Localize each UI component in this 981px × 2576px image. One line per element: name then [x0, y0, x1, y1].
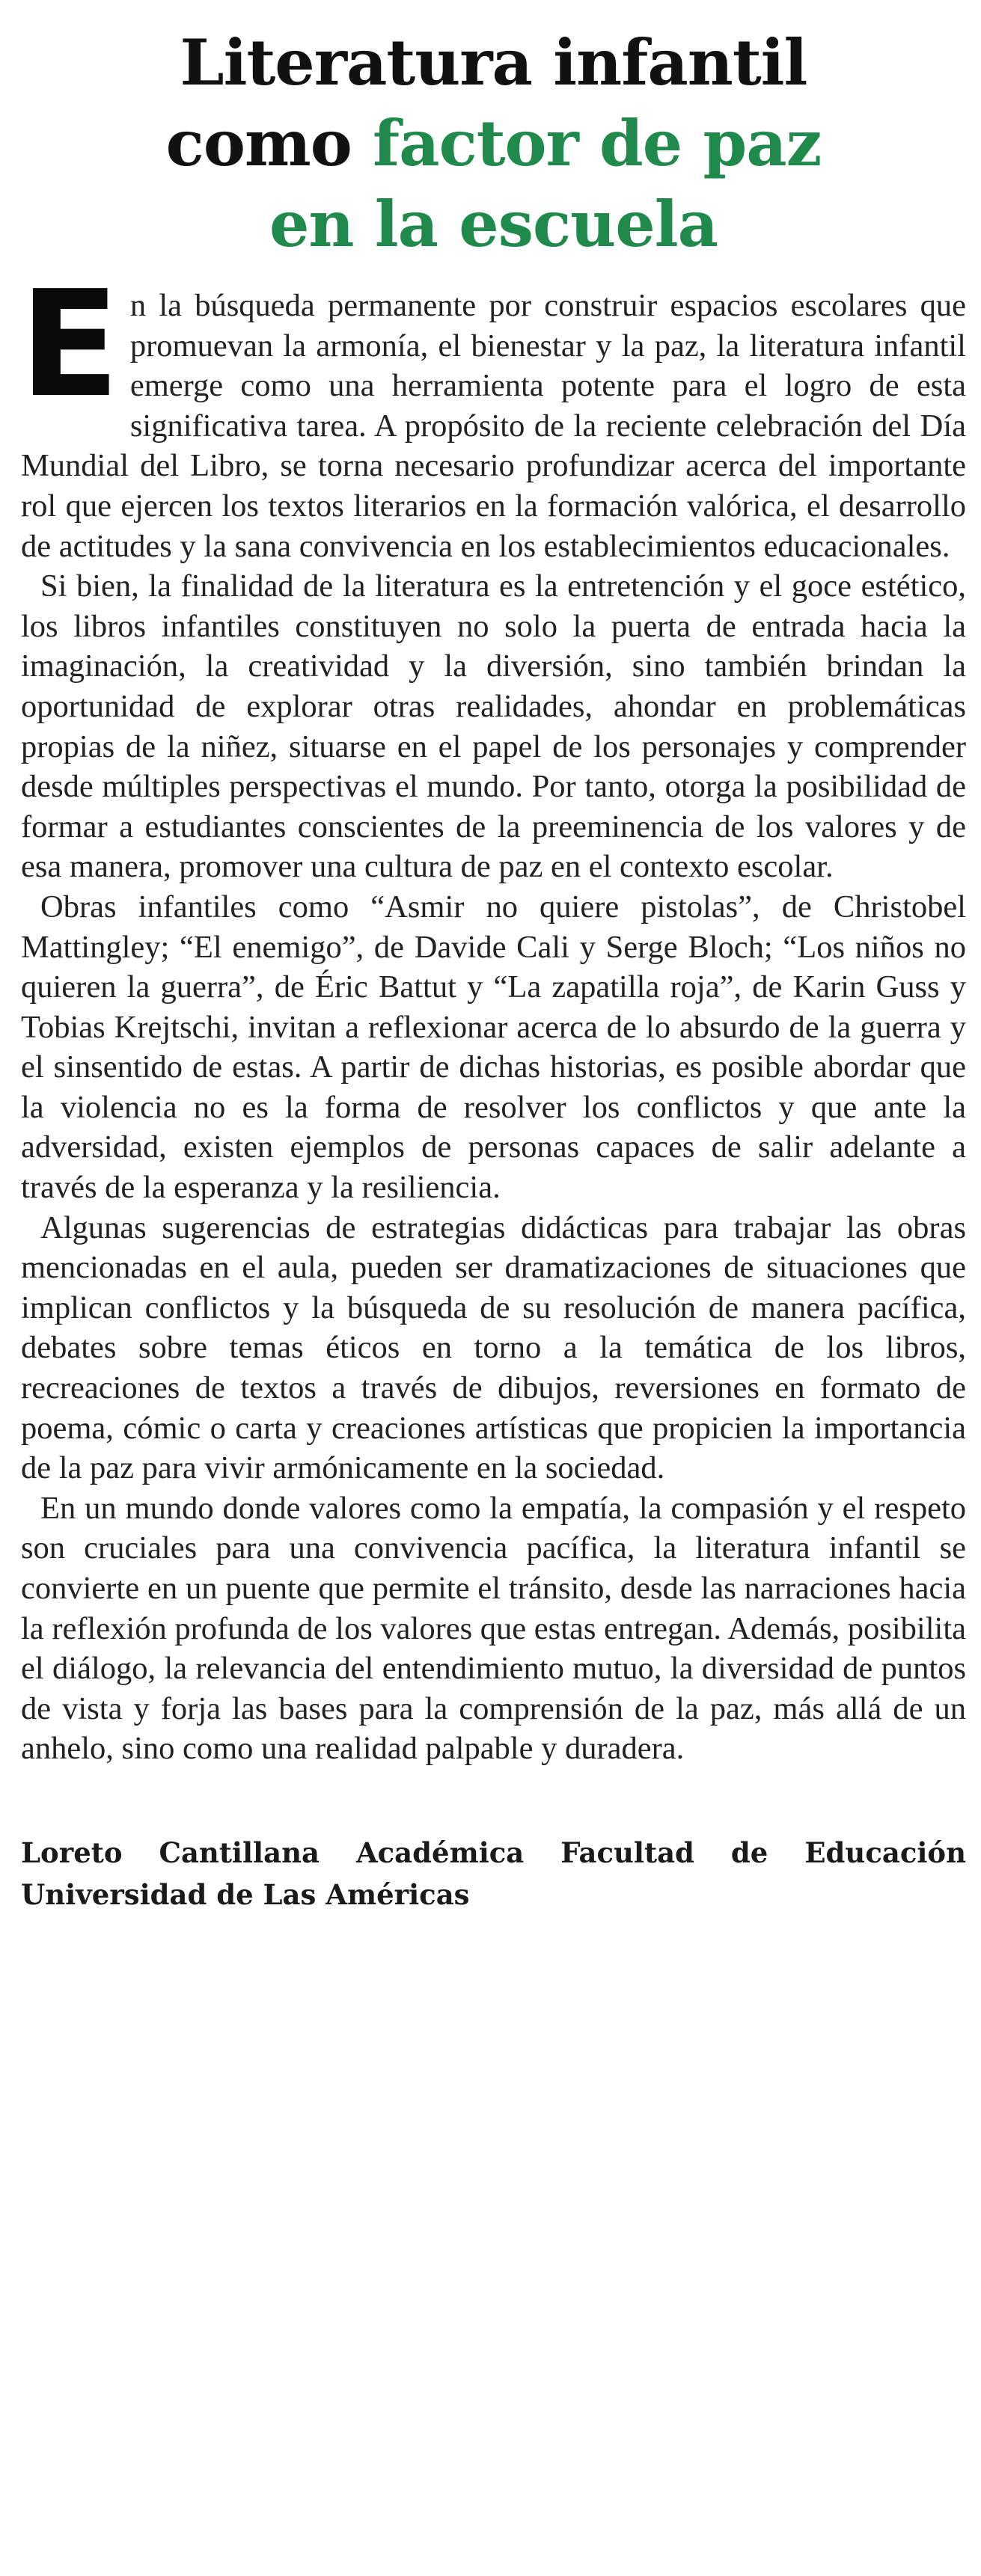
body-paragraph-1-text: n la búsqueda permanente por construir espacios escolares que promuevan la armonía, el bienestar y la paz, la literatura infantil emerge como una herramienta potente para el logro de esta significativa tarea. A propósito de la reciente celebración del Día Mundial del Libro, se torna necesario profundizar acerca del importante rol que ejercen los textos literarios en la formación valórica, el desarrollo de actitudes y la sana convivencia en los establecimientos educacionales. — [21, 288, 966, 564]
headline-line-2 — [21, 103, 966, 184]
body-paragraph-5: En un mundo donde valores como la empatía, la compasión y el respeto son cruciales para una convivencia pacífica, la literatura infantil se convierte en un puente que permite el tránsito, desde las narraciones hacia la reflexión profunda de los valores que estas entregan. Además, posibilita el diálogo, la relevancia del entendimiento mutuo, la diversidad de puntos de vista y forja las bases para la comprensión de la paz, más allá de un anhelo, sino como una realidad palpable y duradera. — [21, 1490, 966, 1767]
headline-line-2-prefix: como — [165, 106, 373, 180]
headline-highlight-factor-de-paz: factor de paz — [373, 106, 822, 180]
body-paragraph-1 — [19, 260, 966, 566]
headline-line-1: Literatura infantil — [180, 25, 807, 99]
article-headline — [21, 22, 966, 265]
article-body — [19, 260, 966, 1769]
body-paragraph-2: Si bien, la finalidad de la literatura es la entretención y el goce estético, los libros infantiles constituyen no solo la puerta de entrada hacia la imaginación, la creatividad y la diversión, sino también brindan la oportunidad de explorar otras realidades, ahondar en problemáticas propias de la niñez, situarse en el papel de los personajes y comprender desde múltiples perspectivas el mundo. Por tanto, otorga la posibilidad de formar a estudiantes conscientes de la preeminencia de los valores y de esa manera, promover una cultura de paz en el contexto escolar. — [21, 568, 966, 885]
drop-cap: E — [19, 260, 120, 430]
author-signature: Loreto Cantillana Académica Facultad de Educación Universidad de Las Américas — [21, 1836, 966, 1911]
body-paragraph-4: Algunas sugerencias de estrategias didácticas para trabajar las obras mencionadas en el aula, pueden ser dramatizaciones de situaciones que implican conflictos y la búsqueda de su resolución de manera pacífica, debates sobre temas éticos en torno a la temática de los libros, recreaciones de textos a través de dibujos, reversiones en formato de poema, cómic o carta y creaciones artísticas que propicien la importancia de la paz para vivir armónicamente en la sociedad. — [21, 1209, 966, 1486]
body-paragraph-3: Obras infantiles como “Asmir no quiere pistolas”, de Christobel Mattingley; “El enemigo”, de Davide Cali y Serge Bloch; “Los niños no quieren la guerra”, de Éric Battut y “La zapatilla roja”, de Karin Guss y Tobias Krejtschi, invitan a reflexionar acerca de lo absurdo de la guerra y el sinsentido de estas. A partir de dichas historias, es posible abordar que la violencia no es la forma de resolver los conflictos y que ante la adversidad, existen ejemplos de personas capaces de salir adelante a través de la esperanza y la resiliencia. — [21, 889, 966, 1206]
headline-highlight-en-la-escuela: en la escuela — [269, 187, 718, 261]
